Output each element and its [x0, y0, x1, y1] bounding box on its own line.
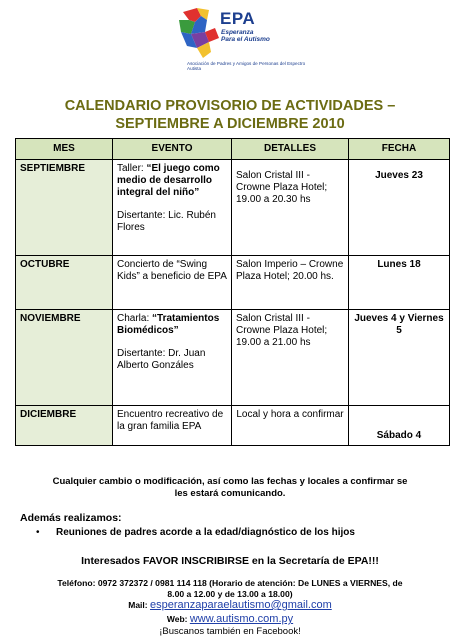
- web-line: [0, 613, 460, 625]
- evento-speaker: Disertante: Lic. Rubén Flores: [117, 210, 216, 233]
- cell-evento: [113, 160, 232, 256]
- mail-label: Mail:: [128, 600, 150, 610]
- cell-detalles: Salon Imperio – Crowne Plaza Hotel; 20.00 hs.: [232, 256, 349, 310]
- evento-title: “El juego como medio de desarrollo integral del niño”: [117, 163, 220, 198]
- cell-detalles: Salon Cristal III - Crowne Plaza Hotel; 19.00 a 21.00 hs: [232, 310, 349, 406]
- logo-tagline-2: Para el Autismo: [221, 36, 270, 43]
- evento-speaker: Disertante: Dr. Juan Alberto Gonzáles: [117, 348, 206, 371]
- cell-evento: Concierto de “Swing Kids” a beneficio de EPA: [113, 256, 232, 310]
- cell-fecha: Jueves 4 y Viernes 5: [349, 310, 450, 406]
- web-link[interactable]: www.autismo.com.py: [189, 613, 294, 625]
- phone-line-2: 8.00 a 12.00 y de 13.00 a 18.00): [167, 589, 293, 599]
- table-row: [16, 256, 450, 310]
- table-row: [16, 310, 450, 406]
- logo-name: EPA: [220, 9, 256, 28]
- cell-fecha: Sábado 4: [349, 406, 450, 446]
- detalles-text: Salon Cristal III - Crowne Plaza Hotel; 19.00 a 20.30 hs: [236, 170, 328, 205]
- cell-mes: DICIEMBRE: [16, 406, 113, 446]
- table-row: [16, 406, 450, 446]
- also-item: Reuniones de padres acorde a la edad/diagnóstico de los hijos: [56, 527, 355, 538]
- cell-evento: [113, 310, 232, 406]
- header-detalles: DETALLES: [232, 139, 349, 160]
- mail-link[interactable]: esperanzaparaelautismo@gmail.com: [149, 599, 332, 611]
- cell-mes: SEPTIEMBRE: [16, 160, 113, 256]
- cell-evento: Encuentro recreativo de la gran familia EPA: [113, 406, 232, 446]
- fecha-text: Jueves 23: [375, 170, 423, 181]
- evento-title: “Tratamientos Biomédicos”: [117, 313, 220, 336]
- logo-association: Asociación de Padres y Amigos de Personas del Espectro Autista: [187, 61, 306, 72]
- page-title-line-2: SEPTIEMBRE A DICIEMBRE 2010: [115, 116, 345, 132]
- puzzle-map-icon: [175, 6, 225, 62]
- change-notice-line-2: les estará comunicando.: [174, 488, 286, 499]
- cell-detalles: Local y hora a confirmar: [232, 406, 349, 446]
- bullet-icon: •: [36, 527, 40, 538]
- header-mes: MES: [16, 139, 113, 160]
- cell-mes: NOVIEMBRE: [16, 310, 113, 406]
- header-evento: EVENTO: [113, 139, 232, 160]
- cell-detalles: [232, 160, 349, 256]
- logo-tagline-1: Esperanza: [221, 29, 254, 36]
- cell-fecha: [349, 160, 450, 256]
- phone-line-1: Teléfono: 0972 372372 / 0981 114 118 (Horario de atención: De LUNES a VIERNES, de: [57, 578, 403, 588]
- mail-line: [0, 599, 460, 611]
- cell-mes: OCTUBRE: [16, 256, 113, 310]
- change-notice-line-1: Cualquier cambio o modificación, así como las fechas y locales a confirmar se: [52, 476, 408, 487]
- evento-prefix: Charla:: [117, 313, 153, 324]
- epa-logo: [175, 6, 305, 78]
- evento-prefix: Taller:: [117, 163, 147, 174]
- table-row: [16, 160, 450, 256]
- activities-table: [15, 138, 450, 446]
- header-fecha: FECHA: [349, 139, 450, 160]
- web-label: Web:: [166, 614, 190, 624]
- facebook-line: ¡Buscanos también en Facebook!: [159, 626, 301, 637]
- also-heading: Además realizamos:: [20, 512, 122, 524]
- table-header-row: [16, 139, 450, 160]
- page-title-line-1: CALENDARIO PROVISORIO DE ACTIVIDADES –: [64, 98, 396, 114]
- cell-fecha: Lunes 18: [349, 256, 450, 310]
- registration-notice: Interesados FAVOR INSCRIBIRSE en la Secretaría de EPA!!!: [81, 555, 379, 567]
